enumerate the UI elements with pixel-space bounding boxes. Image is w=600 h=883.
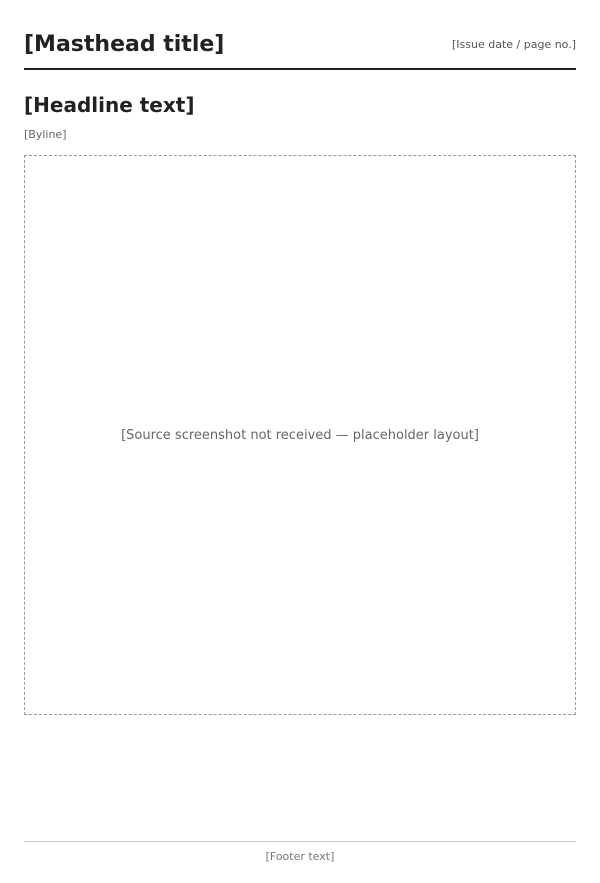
masthead xyxy=(24,20,576,70)
masthead-meta: [Issue date / page no.] xyxy=(451,37,576,51)
masthead-title: [Masthead title] xyxy=(24,31,225,57)
article-headline: [Headline text] xyxy=(24,93,195,117)
content-placeholder: [Source screenshot not received — placeholder layout] xyxy=(24,155,576,715)
article-byline: [Byline] xyxy=(24,128,67,141)
page-footer: [Footer text] xyxy=(24,841,576,863)
